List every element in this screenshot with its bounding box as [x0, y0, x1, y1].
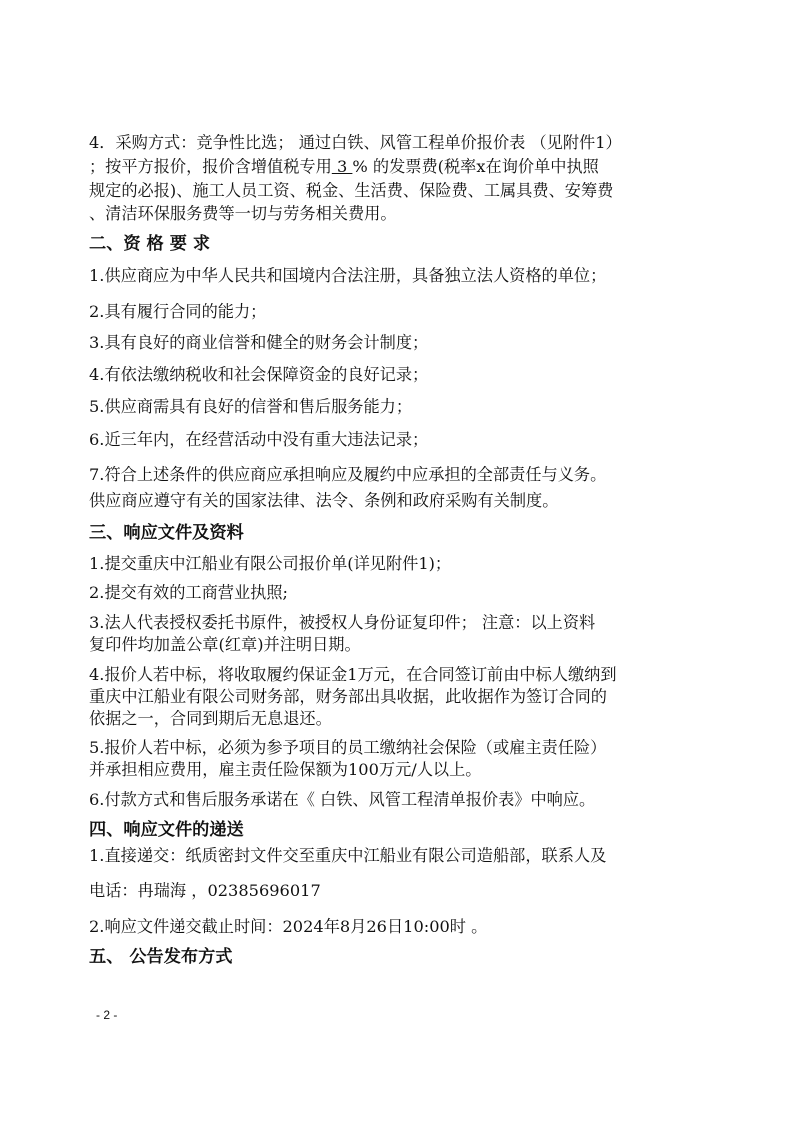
list-item: 5.报价人若中标，必须为参予项目的员工缴纳社会保险（或雇主责任险） — [89, 738, 607, 757]
list-item: 4.报价人若中标，将收取履约保证金1万元，在合同签订前由中标人缴纳到 — [89, 665, 617, 684]
list-item: 6.付款方式和售后服务承诺在《 白铁、风管工程清单报价表》中响应。 — [89, 790, 596, 809]
tax-rate-value: 3 — [331, 157, 353, 176]
intro-line-2-post: % 的发票费(税率x在询价单中执照 — [352, 157, 599, 176]
list-item: 1.提交重庆中江船业有限公司报价单(详见附件1)； — [89, 554, 452, 573]
intro-line-3: 规定的必报)、施工人员工资、税金、生活费、保险费、工属具费、安筹费 — [89, 181, 614, 200]
list-item: 7.符合上述条件的供应商应承担响应及履约中应承担的全部责任与义务。 — [89, 465, 607, 484]
list-item: 1.直接递交：纸质密封文件交至重庆中江船业有限公司造船部，联系人及 — [89, 846, 607, 865]
intro-line-2-pre: ；按平方报价，报价含增值税专用 — [89, 157, 332, 176]
list-item: 3.法人代表授权委托书原件，被授权人身份证复印件； 注意：以上资料 — [89, 613, 596, 632]
list-item: 并承担相应费用，雇主责任险保额为100万元/人以上。 — [89, 760, 482, 779]
list-item: 6.近三年内，在经营活动中没有重大违法记录； — [89, 430, 429, 449]
heading-delivery: 四、响应文件的递送 — [89, 820, 244, 840]
list-item: 重庆中江船业有限公司财务部，财务部出具收据，此收据作为签订合同的 — [89, 687, 607, 706]
list-item: 供应商应遵守有关的国家法律、法令、条例和政府采购有关制度。 — [89, 491, 559, 510]
list-item: 2.具有履行合同的能力； — [89, 302, 267, 321]
heading-qualification: 二、资 格 要 求 — [89, 234, 211, 254]
list-item: 2.提交有效的工商营业执照; — [89, 583, 288, 602]
list-item: 复印件均加盖公章(红章)并注明日期。 — [89, 635, 361, 654]
list-item: 依据之一，合同到期后无息退还。 — [89, 709, 332, 728]
list-item: 电话：冉瑞海 ，02385696017 — [89, 881, 321, 900]
intro-line-2 — [89, 156, 599, 178]
intro-line-1: 4．采购方式：竞争性比选； 通过白铁、风管工程单价报价表 （见附件1） — [89, 133, 622, 152]
list-item: 1.供应商应为中华人民共和国境内合法注册，具备独立法人资格的单位； — [89, 266, 607, 285]
list-item: 2.响应文件递交截止时间：2024年8月26日10:00时 。 — [89, 917, 488, 936]
heading-documents: 三、响应文件及资料 — [89, 523, 244, 543]
list-item: 3.具有良好的商业信誉和健全的财务会计制度； — [89, 333, 429, 352]
intro-line-4: 、清洁环保服务费等一切与劳务相关费用。 — [89, 204, 397, 223]
heading-announcement: 五、 公告发布方式 — [89, 947, 233, 967]
page-number: - 2 - — [96, 1008, 118, 1022]
list-item: 4.有依法缴纳税收和社会保障资金的良好记录； — [89, 365, 429, 384]
list-item: 5.供应商需具有良好的信誉和售后服务能力； — [89, 397, 413, 416]
